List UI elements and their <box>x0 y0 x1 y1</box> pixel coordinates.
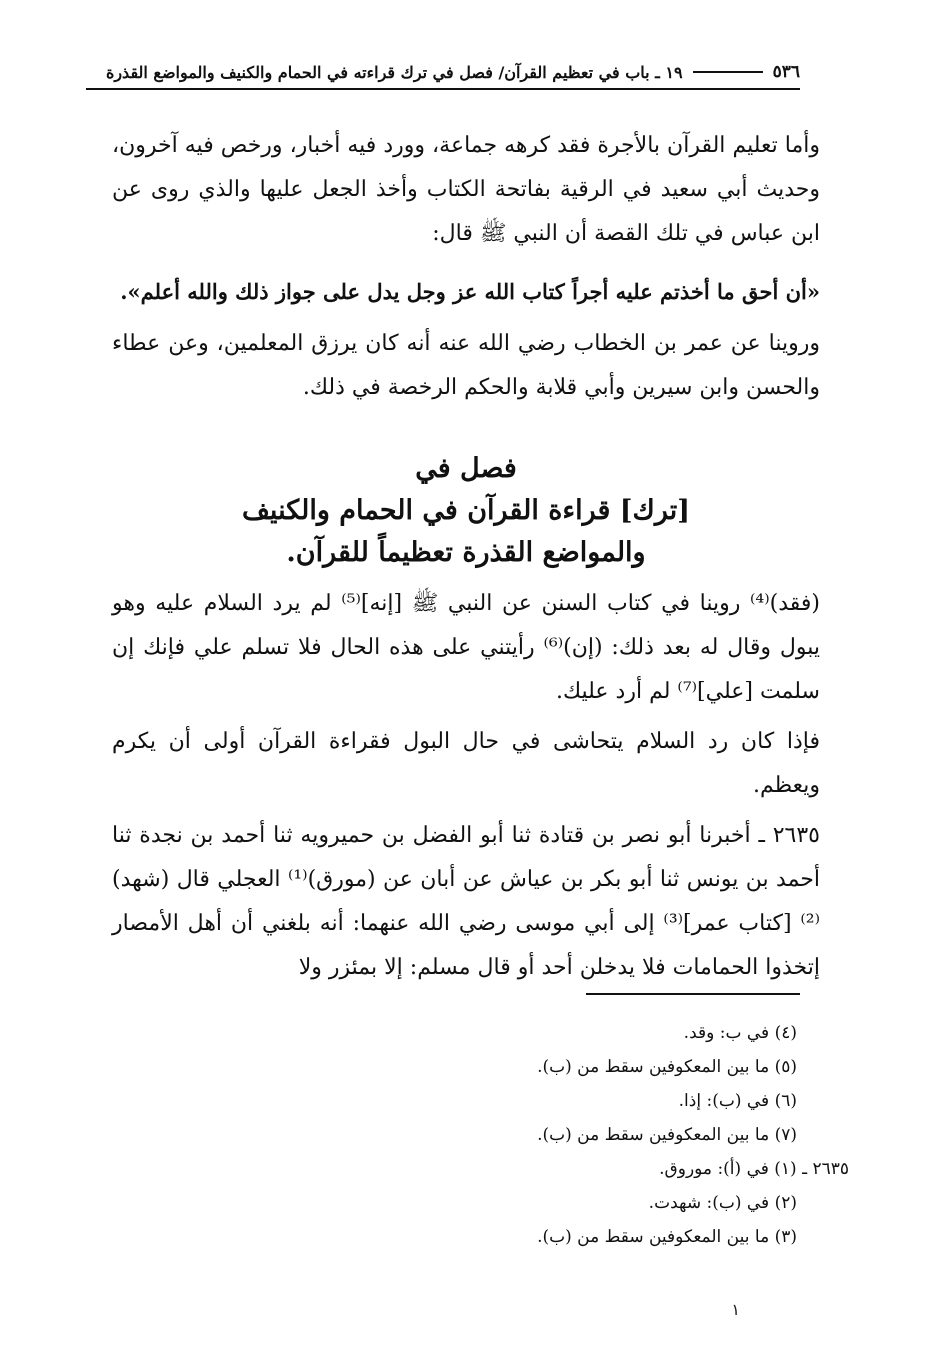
heading-line-1: فصل في <box>415 453 517 484</box>
footnote: (٥) ما بين المعكوفين سقط من (ب). <box>537 1057 797 1077</box>
paragraph-fees: وأما تعليم القرآن بالأجرة فقد كرهه جماعة، وورد فيه أخبار، ورخص فيه آخرون، وحديث أبي سعيد في الرقية بفاتحة الكتاب وأخذ الجعل عليها والذي روى عن ابن عباس في تلك القصة أن النبي ﷺ قال: <box>112 133 820 246</box>
upper-text <box>112 124 820 410</box>
hadith-quote: «أن أحق ما أخذتم عليه أجراً كتاب الله عز وجل يدل على جواز ذلك والله أعلم». <box>120 279 820 304</box>
footnote: (٧) ما بين المعكوفين سقط من (ب). <box>537 1125 797 1145</box>
footnote: ٢٦٣٥ ـ (١) في (أ): موروق. <box>659 1159 849 1179</box>
footnotes <box>197 1016 849 1254</box>
paragraph-reading: فإذا كان رد السلام يتحاشى في حال البول فقراءة القرآن أولى أن يكرم ويعظم. <box>112 729 820 798</box>
running-head <box>86 62 800 90</box>
running-title: ١٩ ـ باب في تعظيم القرآن/ فصل في ترك قراءته في الحمام والكنيف والمواضع القذرة <box>105 62 683 82</box>
footnote: (٤) في ب: وقد. <box>683 1023 797 1043</box>
footnote-divider <box>586 993 800 995</box>
signature-mark: ١ <box>731 1300 740 1319</box>
footnote: (٦) في (ب): إذا. <box>678 1091 797 1111</box>
page-number: ٥٣٦ <box>772 62 800 82</box>
paragraph-hadith-2635: ٢٦٣٥ ـ أخبرنا أبو نصر بن قتادة ثنا أبو الفضل بن حميرويه ثنا أحمد بن نجدة ثنا أحمد بن يونس ثنا أبو بكر بن عياش عن أبان عن (مورق)⁽¹⁾ العجلي قال (شهد)⁽²⁾ [كتاب عمر]⁽³⁾ إلى أبي موسى رضي الله عنهما: أنه بلغني أن أهل الأمصار إتخذوا الحمامات فلا يدخلن أحد أو قال مسلم: إلا بمئزر ولا <box>112 823 820 980</box>
heading-line-3: والمواضع القذرة تعظيماً للقرآن. <box>286 537 646 568</box>
lower-text <box>112 582 820 990</box>
footnote: (٢) في (ب): شهدت. <box>648 1193 797 1213</box>
paragraph-omar: وروينا عن عمر بن الخطاب رضي الله عنه أنه كان يرزق المعلمين، وعن عطاء والحسن وابن سيرين وأبي قلابة والحكم الرخصة في ذلك. <box>112 331 820 400</box>
header-dash <box>693 71 763 73</box>
heading-line-2: [ترك] قراءة القرآن في الحمام والكنيف <box>241 495 691 526</box>
paragraph-salam: (فقد)⁽⁴⁾ روينا في كتاب السنن عن النبي ﷺ [إنه]⁽⁵⁾ لم يرد السلام عليه وهو يبول وقال له بعد ذلك: (إن)⁽⁶⁾ رأيتني على هذه الحال فلا تسلم علي فإنك إن سلمت [علي]⁽⁷⁾ لم أرد عليك. <box>112 591 820 704</box>
section-heading <box>112 448 820 574</box>
footnote: (٣) ما بين المعكوفين سقط من (ب). <box>537 1227 797 1247</box>
